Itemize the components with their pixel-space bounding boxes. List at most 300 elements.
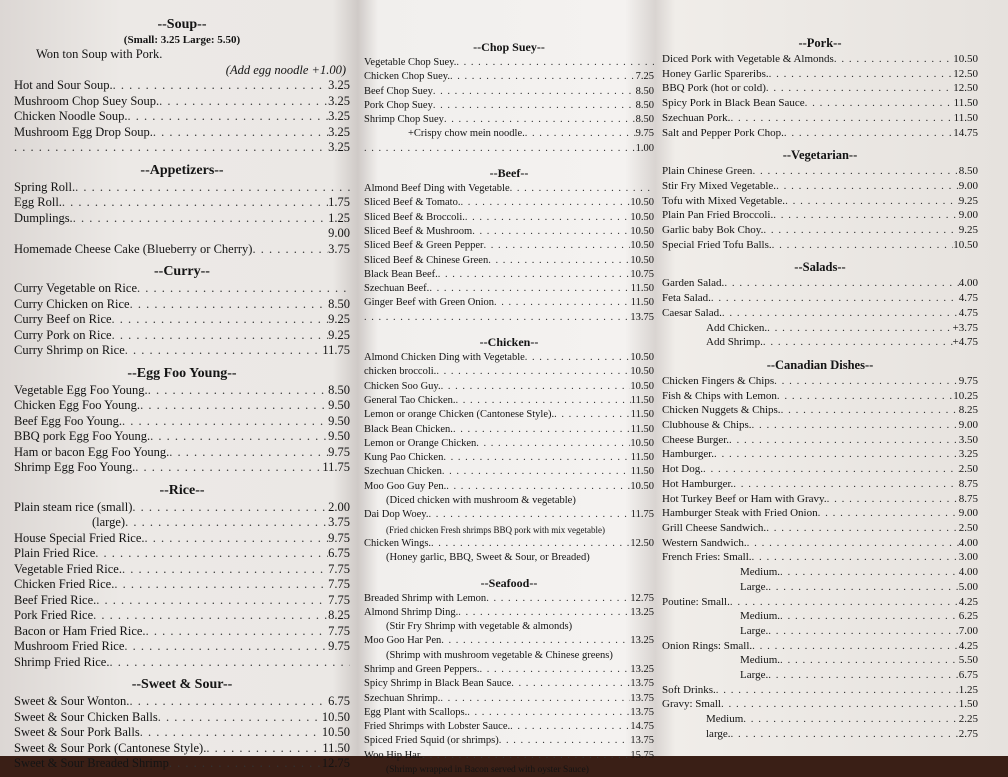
menu-item-name: Curry Beef on Rice <box>14 312 112 326</box>
menu-item <box>364 70 654 84</box>
menu-item <box>662 506 978 521</box>
menu-item-name: Breaded Shrimp with Lemon <box>364 592 487 604</box>
menu-item <box>662 580 978 595</box>
dot-leader <box>96 593 328 609</box>
dot-leader <box>112 312 329 328</box>
menu-item-price: 1.25 <box>328 210 350 225</box>
menu-item-name: BBQ Pork (hot or cold) <box>662 82 766 95</box>
menu-item-price: 12.75 <box>321 756 350 770</box>
menu-item <box>364 268 654 282</box>
menu-item <box>14 445 350 461</box>
dot-leader <box>128 109 329 125</box>
menu-item <box>364 196 654 210</box>
menu-item-price: 3.25 <box>958 448 978 461</box>
menu-item-price: 9.75 <box>635 128 654 140</box>
dot-leader <box>729 433 959 448</box>
menu-item-price: 3.25 <box>328 93 350 108</box>
menu-item-name: Plain steam rice (small) <box>14 499 133 514</box>
menu-item-name: Chicken Fried Rice. <box>14 577 115 591</box>
menu-item-price: 15.75 <box>630 749 654 761</box>
menu-item <box>14 398 350 414</box>
menu-item-name: Beef Chop Suey <box>364 85 433 97</box>
menu-item-price: 10.50 <box>321 709 350 724</box>
menu-item-price: 10.50 <box>630 211 654 223</box>
dot-leader <box>460 196 630 210</box>
menu-item <box>364 451 654 465</box>
menu-item-price: 6.75 <box>958 669 978 682</box>
menu-item <box>662 223 978 238</box>
menu-item-price: 9.00 <box>958 179 978 192</box>
menu-item-name: Black Bean Beef. <box>364 268 438 280</box>
menu-item-name: Woo Hip Har. <box>364 749 423 761</box>
dot-leader <box>124 639 328 655</box>
menu-item-name: Plain Pan Fried Broccoli. <box>662 209 774 222</box>
menu-item-name: Fish & Chips with Lemon <box>662 389 777 402</box>
dot-leader <box>724 276 958 291</box>
menu-item-name: Curry Chicken on Rice <box>14 296 130 311</box>
menu-item-name: Sweet & Sour Wonton. <box>14 694 130 708</box>
menu-item-price: 11.50 <box>953 97 978 110</box>
menu-item <box>662 521 978 536</box>
section-title-egg-foo-young: --Egg Foo Young-- <box>127 365 237 381</box>
menu-item <box>662 81 978 96</box>
menu-item-price: 11.50 <box>953 111 978 124</box>
menu-item <box>364 692 654 706</box>
item-note: (Shrimp with mushroom vegetable & Chinese greens) <box>386 649 613 661</box>
menu-item <box>14 710 350 726</box>
menu-item <box>14 460 350 476</box>
section-title-beef: --Beef-- <box>489 166 529 181</box>
menu-item-price: 4.25 <box>958 639 978 652</box>
menu-item-price: 13.75 <box>630 678 654 690</box>
menu-item-name: Sweet & Sour Pork (Cantonese Style). <box>14 740 207 755</box>
menu-item <box>14 624 350 640</box>
menu-item-name: Clubhouse & Chips. <box>662 419 752 432</box>
menu-item <box>364 311 654 325</box>
dot-leader <box>140 725 322 741</box>
menu-item-name: Sliced Beef & Mushroom <box>364 225 473 237</box>
menu-item-name: Spring Roll. <box>14 179 76 194</box>
dot-leader <box>780 609 959 624</box>
menu-item-price: 6.75 <box>328 546 350 560</box>
menu-item-name: Diced Pork with Vegetable & Almonds <box>662 53 834 65</box>
menu-item-price: 9.50 <box>328 413 350 428</box>
menu-item <box>662 550 978 565</box>
menu-item-name: Hot Dog. <box>662 463 703 476</box>
menu-item-name: Large. <box>740 624 769 637</box>
menu-item-price: 10.50 <box>630 380 654 392</box>
menu-item-name: Homemade Cheese Cake (Blueberry or Cherry) <box>14 241 253 256</box>
menu-item-price: 8.50 <box>328 382 350 397</box>
menu-item <box>364 677 654 691</box>
menu-item-price: 10.50 <box>630 225 654 237</box>
dot-leader <box>525 351 631 365</box>
dot-leader <box>476 437 630 451</box>
menu-item-name: Medium. <box>740 654 781 667</box>
dot-leader <box>62 195 328 211</box>
seafood-items <box>364 663 654 763</box>
menu-item <box>662 179 978 194</box>
menu-item <box>14 195 350 211</box>
menu-item <box>662 668 978 683</box>
dot-leader <box>763 335 953 350</box>
dot-leader <box>510 182 654 196</box>
dot-leader <box>73 211 328 227</box>
menu-item-price: 11.50 <box>630 283 654 295</box>
menu-item <box>364 437 654 451</box>
menu-item-name: Medium. <box>740 610 781 623</box>
dot-leader <box>763 223 958 238</box>
menu-item <box>364 113 654 127</box>
menu-item <box>662 697 978 712</box>
menu-item <box>662 374 978 389</box>
menu-item-name: Plain Chinese Green <box>662 165 753 178</box>
menu-item-name: Mushroom Fried Rice <box>14 639 125 653</box>
chop-suey-items <box>364 56 654 142</box>
dot-leader <box>484 239 631 253</box>
menu-item-price: 4.75 <box>958 306 978 319</box>
dot-leader <box>140 398 328 414</box>
dot-leader <box>444 113 636 127</box>
dot-leader <box>169 445 328 461</box>
menu-item-name: Curry Pork on Rice <box>14 327 112 342</box>
menu-item <box>662 639 978 654</box>
dot-leader <box>441 380 631 394</box>
menu-item-price: 9.25 <box>958 194 978 207</box>
dot-leader <box>453 423 631 437</box>
menu-item-name: Special Fried Tofu Balls. <box>662 238 772 251</box>
menu-item-name: Chicken Nuggets & Chips. <box>662 404 781 417</box>
menu-item-name: Hot Hamburger. <box>662 477 734 490</box>
menu-item <box>662 389 978 404</box>
menu-item <box>662 335 978 350</box>
menu-item-price: 8.50 <box>635 99 654 111</box>
menu-item-price: 4.00 <box>958 277 978 290</box>
dot-leader <box>834 52 953 67</box>
menu-item <box>364 211 654 225</box>
menu-item <box>364 365 654 379</box>
menu-item <box>14 500 350 516</box>
menu-item <box>14 531 350 547</box>
menu-item-name: Honey Garlic Spareribs. <box>662 67 769 80</box>
item-note: (Shrimp wrapped in Bacon served with oyster Sauce) <box>386 765 589 776</box>
dot-leader <box>780 565 959 580</box>
dot-leader <box>711 291 959 306</box>
menu-item-name: Vegetable Fried Rice. <box>14 561 122 576</box>
menu-item <box>14 383 350 399</box>
menu-item <box>662 164 978 179</box>
menu-item-price: 9.25 <box>328 327 350 342</box>
menu-item-name: (large) <box>92 515 126 529</box>
menu-item <box>662 306 978 321</box>
menu-item <box>662 418 978 433</box>
menu-item-name: Sliced Beef & Broccoli. <box>364 211 465 223</box>
dot-leader <box>125 515 328 531</box>
menu-item-name: Spicy Shrimp in Black Bean Sauce <box>364 678 512 690</box>
menu-item <box>14 312 350 328</box>
menu-item-name: Pork Fried Rice <box>14 608 94 622</box>
menu-item-price: 13.75 <box>630 706 654 718</box>
menu-item-price: 13.75 <box>630 735 654 747</box>
menu-item-price: 9.25 <box>958 224 978 237</box>
menu-item-price: 1.50 <box>958 698 978 711</box>
menu-item <box>364 394 654 408</box>
menu-item-price: 14.75 <box>630 721 654 733</box>
menu-item-price: 2.75 <box>958 727 978 740</box>
menu-item <box>14 429 350 445</box>
menu-item <box>662 67 978 82</box>
dot-leader <box>14 140 328 156</box>
menu-item <box>662 96 978 111</box>
menu-item-price: 6.25 <box>958 610 978 623</box>
sweet-sour-items <box>14 694 350 772</box>
menu-item-name: French Fries: Small. <box>662 551 752 564</box>
menu-column-left <box>14 16 350 772</box>
menu-item-name: Tofu with Mixed Vegetable. <box>662 194 786 207</box>
menu-item-price: 10.50 <box>321 725 350 739</box>
dot-leader <box>768 668 959 683</box>
menu-item-name: Sliced Beef & Tomato. <box>364 197 461 209</box>
menu-item-price: 10.50 <box>953 238 978 251</box>
dot-leader <box>75 180 350 196</box>
menu-item-price: 8.25 <box>328 608 350 622</box>
dot-leader <box>714 447 959 462</box>
menu-item <box>364 480 654 494</box>
menu-item <box>14 577 350 593</box>
menu-item-price: 2.00 <box>328 499 350 514</box>
dot-leader <box>780 653 959 668</box>
menu-item-price: 11.75 <box>322 460 350 474</box>
dot-leader <box>135 460 322 476</box>
dot-leader <box>456 394 631 408</box>
section-title-rice: --Rice-- <box>159 482 205 498</box>
menu-item <box>662 447 978 462</box>
dot-leader <box>499 734 631 748</box>
menu-item-name: Shrimp Fried Rice. <box>14 654 110 669</box>
menu-item <box>662 536 978 551</box>
menu-item <box>662 276 978 291</box>
dot-leader <box>730 111 953 126</box>
menu-item-name: Plain Fried Rice <box>14 546 96 560</box>
dot-leader <box>773 208 959 223</box>
menu-item-price: 8.50 <box>328 296 350 311</box>
menu-item-name: Dumplings. <box>14 210 73 225</box>
menu-item-name: General Tao Chicken. <box>364 394 456 406</box>
dot-leader <box>206 741 322 757</box>
item-note: (Diced chicken with mushroom & vegetable) <box>386 495 576 507</box>
menu-item <box>14 694 350 710</box>
menu-item-name: Mushroom Egg Drop Soup. <box>14 124 153 139</box>
menu-item-price: 9.00 <box>958 209 978 222</box>
menu-item-price: 9.00 <box>328 226 350 240</box>
menu-item <box>364 663 654 677</box>
menu-item-price: 10.25 <box>953 389 978 402</box>
dot-leader <box>767 321 952 336</box>
menu-item-price: 8.50 <box>635 114 654 126</box>
menu-item <box>14 343 350 359</box>
menu-item <box>662 624 978 639</box>
dot-leader <box>785 194 959 209</box>
dot-leader <box>95 546 328 562</box>
menu-item <box>662 52 978 67</box>
dot-leader <box>818 506 959 521</box>
section-title-chop-suey: --Chop Suey-- <box>473 40 545 54</box>
menu-item-price: 3.25 <box>328 78 350 92</box>
menu-item <box>14 180 350 196</box>
menu-item-price: 11.50 <box>630 452 654 464</box>
menu-item-name: Almond Shrimp Ding. <box>364 606 459 618</box>
menu-item-name: Dai Dop Woey. <box>364 509 429 521</box>
menu-item-name: Beef Egg Foo Young. <box>14 413 122 428</box>
menu-item-name: Hot Turkey Beef or Ham with Gravy. <box>662 492 827 505</box>
menu-item-price: 12.50 <box>630 537 654 549</box>
section-title-seafood: --Seafood-- <box>480 575 538 590</box>
menu-item <box>14 242 350 258</box>
menu-item <box>662 462 978 477</box>
menu-item-name: Add Chicken. <box>706 321 768 334</box>
menu-item-name: Sweet & Sour Chicken Balls <box>14 709 158 724</box>
menu-item <box>364 423 654 437</box>
vegetarian-items <box>662 164 978 252</box>
dot-leader <box>747 536 959 551</box>
menu-item-name: Chicken Soo Guy. <box>364 380 441 392</box>
dot-leader <box>150 429 328 445</box>
section-title-sweet-sour: --Sweet & Sour-- <box>131 677 233 692</box>
menu-item-price: 8.50 <box>958 165 978 178</box>
menu-item-price: 11.50 <box>630 394 654 406</box>
section-title-chicken: --Chicken-- <box>479 335 539 350</box>
dot-leader <box>132 500 328 516</box>
menu-item-price: 11.50 <box>630 409 654 421</box>
rice-items <box>14 500 350 671</box>
menu-item-name: Large. <box>740 669 769 682</box>
section-title-appetizers: --Appetizers-- <box>140 162 224 178</box>
dot-leader <box>436 365 630 379</box>
dot-leader <box>554 408 631 422</box>
menu-item-name: Curry Shrimp on Rice <box>14 343 125 357</box>
menu-item-price: 10.50 <box>953 53 978 65</box>
menu-item-price: 10.50 <box>630 352 654 364</box>
menu-item <box>14 756 350 772</box>
menu-item <box>662 595 978 610</box>
menu-item-price: +4.75 <box>952 336 978 349</box>
menu-item-price: +3.75 <box>952 321 978 334</box>
pork-items <box>662 52 978 140</box>
dot-leader <box>467 706 630 720</box>
dot-leader <box>488 254 630 268</box>
menu-item <box>364 380 654 394</box>
menu-item-name: Spicy Pork in Black Bean Sauce <box>662 97 805 110</box>
dot-leader <box>494 296 631 310</box>
menu-item-price: 7.75 <box>328 623 350 638</box>
menu-item <box>14 655 350 671</box>
menu-item <box>14 211 350 227</box>
menu-item-name: Cheese Burger. <box>662 433 730 446</box>
dot-leader <box>774 374 959 389</box>
dot-leader <box>443 451 630 465</box>
menu-item-name: Caesar Salad. <box>662 306 722 319</box>
menu-item-price: 10.75 <box>630 268 654 280</box>
menu-item-name: Poutine: Small. <box>662 595 730 608</box>
dot-leader <box>827 492 959 507</box>
menu-item <box>662 433 978 448</box>
menu-item <box>14 546 350 562</box>
menu-item-price: 3.25 <box>328 124 350 139</box>
menu-item <box>14 281 350 297</box>
menu-item <box>14 741 350 757</box>
menu-item <box>14 608 350 624</box>
menu-item-name: Onion Rings: Small. <box>662 639 753 652</box>
menu-item <box>662 208 978 223</box>
menu-item-price: 3.50 <box>958 433 978 446</box>
menu-item-name: Szechuan Beef. <box>364 283 430 295</box>
dot-leader <box>752 639 959 654</box>
menu-item-name: Szechuan Shrimp. <box>364 692 441 704</box>
menu-item-name: Vegetable Egg Foo Young. <box>14 382 148 397</box>
appetizers-items <box>14 180 350 258</box>
dot-leader <box>137 281 350 297</box>
menu-item-price: 7.75 <box>328 577 350 591</box>
menu-item-wonton: Won ton Soup with Pork. <box>36 47 163 61</box>
menu-item-name: Lemon or orange Chicken (Cantonese Style). <box>364 409 555 421</box>
menu-item-name: Chicken Chop Suey. <box>364 71 450 83</box>
menu-item-name: Shrimp and Green Peppers. <box>364 663 480 675</box>
menu-item-name: Chicken Egg Foo Young. <box>14 398 141 412</box>
dot-leader <box>146 624 329 640</box>
menu-item-name: Hot and Sour Soup. <box>14 78 113 92</box>
menu-item <box>364 85 654 99</box>
dot-leader <box>766 81 953 96</box>
dot-leader <box>733 477 958 492</box>
chicken-items <box>364 351 654 494</box>
menu-item <box>364 634 654 648</box>
dot-leader <box>125 343 323 359</box>
menu-item-price: 7.75 <box>328 561 350 576</box>
menu-item <box>364 706 654 720</box>
menu-item-price: 8.50 <box>635 85 654 97</box>
menu-item-price: 4.25 <box>958 595 978 608</box>
menu-item-name: Szechuan Chicken <box>364 466 442 478</box>
menu-item <box>662 403 978 418</box>
menu-item <box>364 296 654 310</box>
egg-foo-young-items <box>14 383 350 476</box>
menu-item-name: Kung Pao Chicken <box>364 452 444 464</box>
dot-leader <box>525 127 636 141</box>
dot-leader <box>769 67 954 82</box>
soup-sizes: (Small: 3.25 Large: 5.50) <box>123 34 241 46</box>
menu-column-right <box>662 34 978 742</box>
curry-items <box>14 281 350 359</box>
menu-item-price: 9.75 <box>328 530 350 545</box>
menu-item-price: 11.75 <box>322 343 350 357</box>
menu-item <box>14 78 350 94</box>
menu-item-price: 4.75 <box>958 292 978 305</box>
dot-leader <box>743 712 958 727</box>
dot-leader <box>446 480 630 494</box>
menu-item-name: Bacon or Ham Fried Rice. <box>14 623 146 638</box>
dot-leader <box>776 179 959 194</box>
menu-item-name: Ginger Beef with Green Onion <box>364 297 495 309</box>
dot-leader <box>159 94 328 110</box>
menu-item-price: 9.00 <box>958 507 978 520</box>
dot-leader <box>440 692 630 706</box>
menu-item-name: Almond Chicken Ding with Vegetable <box>364 352 525 364</box>
menu-item-price: 11.75 <box>630 509 654 521</box>
menu-item-price: 12.50 <box>953 67 978 80</box>
section-title-canadian: --Canadian Dishes-- <box>766 357 874 372</box>
menu-item-price: 13.75 <box>630 692 654 704</box>
menu-item-name: large. <box>706 727 731 740</box>
